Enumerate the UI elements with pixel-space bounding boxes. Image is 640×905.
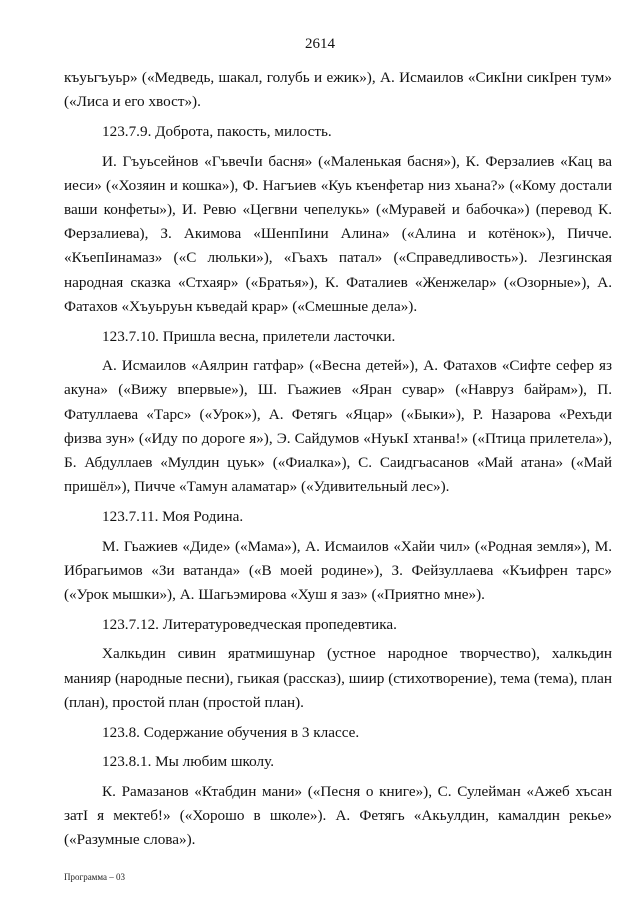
paragraph: Халкьдин сивин яратмишунар (устное народное творчество), халкьдин манияр (народные песни), гьикая (рассказ), шиир (стихотворение), тема (тема), план (план), простой план (простой план). [64, 645, 612, 711]
paragraph: М. Гьажиев «Диде» («Мама»), А. Исмаилов «Хайи чил» («Родная земля»), М. Ибрагьимов «Зи ватанда» («В моей родине»), З. Фейзуллаева «Къифрен тарс» («Урок мышки»), А. Шагьэмирова «Хуш я заз» («Приятно мне»). [64, 537, 612, 604]
section-heading: 123.8. Содержание обучения в 3 классе. [102, 723, 360, 741]
footer-label: Программа – 03 [64, 872, 126, 882]
section-heading: 123.7.10. Пришла весна, прилетели ласточки. [102, 327, 396, 345]
section-heading: 123.7.12. Литературоведческая пропедевтика. [102, 615, 397, 633]
section-heading: 123.8.1. Мы любим школу. [102, 753, 274, 771]
paragraph: А. Исмаилов «Аялрин гатфар» («Весна детей»), А. Фатахов «Сифте сефер яз акуна» («Вижу впервые»), Ш. Гьажиев «Яран сувар» («Навруз байрам»), П. Фатуллаева «Тарс» («Урок»), А. Фетягь «Яцар» («Быки»), Р. Назарова «Рехъди физва зун» («Иду по дороге я»), Э. Сайдумов «НуькI хтанва!» («Птица прилетела»), Б. Абдуллаев «Мулдин цуьк» («Фиалка»), С. Саидгьасанов «Май атана» («Май пришёл»), Пичче «Тамун аламатар» («Удивительный лес»). [64, 357, 612, 496]
section-heading: 123.7.11. Моя Родина. [102, 507, 244, 525]
paragraph: И. Гъуьсейнов «ГъвечIи басня» («Маленькая басня»), К. Ферзалиев «Кац ва иеси» («Хозяин и кошка»), Ф. Нагъиев «Куь къенфетар низ хьана?» («Кому достали ваши конфеты»), И. Ревю «Цегвни чепелукь» («Муравей и бабочка») (перевод К. Ферзалиева), З. Акимова «ШенпIини Алина» («Алина и котёнок»), Пичче. «КъепIинамаз» («С люльки»), «Гьахъ патал» («Справедливость»). Лезгинская народная сказка «Стхаяр» («Братья»), К. Фаталиев «Женжелар» («Озорные»), А. Фатахов «Хъуьруьн къведай крар» («Смешные дела»). [64, 152, 612, 315]
page-content [64, 66, 612, 858]
section-heading: 123.7.9. Доброта, пакость, милость. [102, 122, 332, 140]
paragraph: къуьгъуьр» («Медведь, шакал, голубь и ежик»), А. Исмаилов «СикIни сикIрен тум» («Лиса и его хвост»). [64, 69, 612, 111]
paragraph: К. Рамазанов «Ктабдин мани» («Песня о книге»), С. Сулейман «Ажеб хъсан затI я мектеб!» («Хорошо в школе»). А. Фетягь «Акьулдин, камалдин рекье» («Разумные слова»). [64, 782, 612, 849]
page-number: 2614 [305, 36, 335, 52]
